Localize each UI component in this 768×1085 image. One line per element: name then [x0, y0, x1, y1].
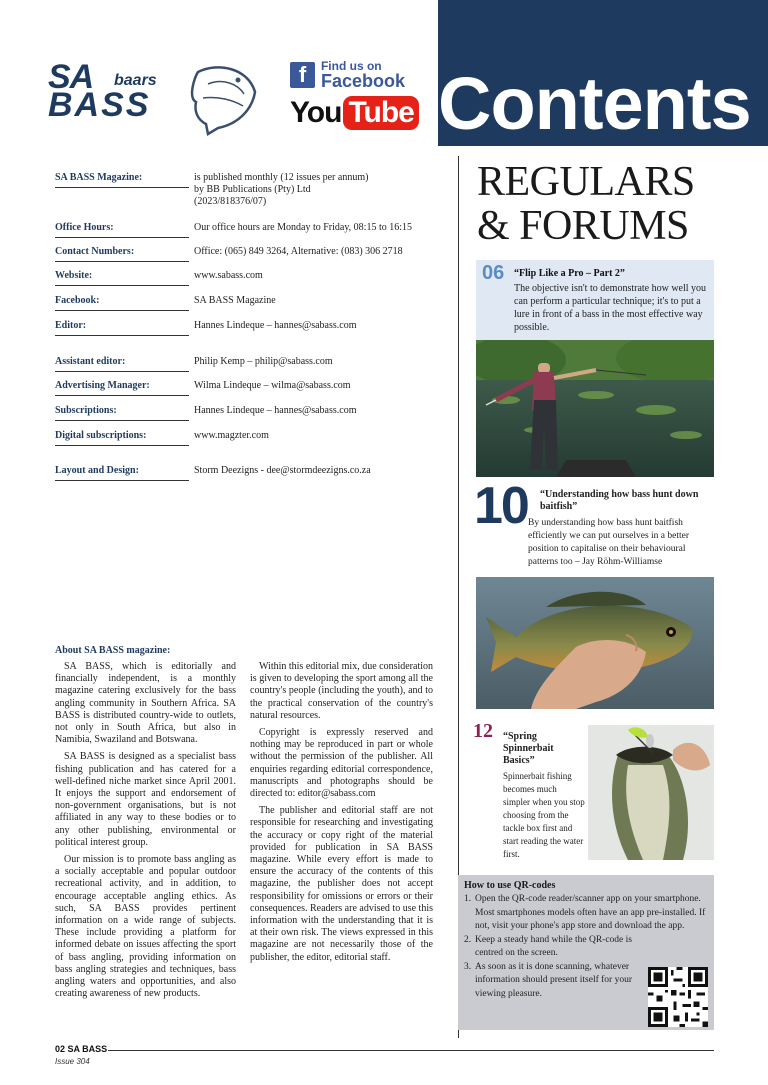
info-value: Storm Deezigns - dee@stormdeezigns.co.za	[194, 465, 371, 476]
info-value: is published monthly (12 issues per annum) by BB Publications (Pty) Ltd (2023/818376/07)	[194, 172, 369, 207]
feature-number-12: 12	[473, 720, 493, 742]
section-title	[477, 160, 695, 248]
info-label: Website:	[55, 270, 189, 286]
facebook-link[interactable]	[290, 60, 405, 90]
info-label: Editor:	[55, 320, 189, 336]
photo-angler-flipping	[476, 340, 714, 477]
info-value: Wilma Lindeque – wilma@sabass.com	[194, 380, 351, 391]
feature-title[interactable]: “Understanding how bass hunt down baitfish”	[540, 489, 699, 512]
logo-baars: baars	[114, 72, 157, 89]
info-label: Office Hours:	[55, 222, 189, 238]
info-value: SA BASS Magazine	[194, 295, 276, 306]
youtube-you: You	[290, 96, 342, 129]
about-paragraph: SA BASS, which is editorially and financially independent, is a monthly magazine catering exclusively for the bass angling community in Southern Africa. SA BASS is distributed country-wide to outlets, not only in South Africa, but also in Namibia, Swaziland and Botswana.	[55, 661, 236, 746]
logo-bass: BASS	[48, 86, 151, 124]
footer-issue: Issue 304	[55, 1057, 90, 1066]
photo-bass-spinnerbait	[588, 725, 714, 860]
about-paragraph: Copyright is expressly reserved and nothing may be reproduced in part or whole without the permission of the publisher. All enquiries regarding editorial correspondence, manuscripts and photographs should be directed to: editor@sabass.com	[250, 727, 433, 800]
section-title-line1: REGULARS	[477, 159, 695, 205]
feature-number: 06	[482, 262, 505, 284]
feature-06[interactable]	[476, 260, 714, 340]
qr-title: How to use QR-codes	[464, 880, 556, 891]
logo-sa: SA	[48, 58, 94, 96]
youtube-link[interactable]	[290, 96, 414, 130]
feature-description: Spinnerbait fishing becomes much simpler when you stop choosing from the tackle box first and start reading the water first.	[503, 771, 585, 859]
about-paragraph: SA BASS is designed as a specialist bass fishing publication and has catered for a well-defined niche market since April 2001. It enjoys the support and endorsement of non-government organisations, but is not affiliated in any way to these bodies or to any other publishing, environmental or political interest group.	[55, 751, 236, 848]
info-label: Facebook:	[55, 295, 189, 311]
sa-bass-logo	[48, 58, 258, 136]
page-title: Contents	[438, 62, 751, 145]
youtube-tube: Tube	[343, 96, 418, 130]
info-label: Digital subscriptions:	[55, 430, 189, 446]
info-value: Philip Kemp – philip@sabass.com	[194, 356, 333, 367]
qr-code-icon[interactable]	[648, 967, 708, 1027]
info-label: Assistant editor:	[55, 356, 189, 372]
section-title-line2: & FORUMS	[477, 203, 689, 249]
qr-instructions	[458, 875, 714, 1030]
photo-bluegill-in-hand	[476, 577, 714, 709]
contents-banner	[438, 0, 768, 146]
info-value: Our office hours are Monday to Friday, 08:15 to 16:15	[194, 222, 413, 233]
info-label: SA BASS Magazine:	[55, 172, 189, 188]
about-paragraph: Our mission is to promote bass angling as a socially acceptable and popular outdoor recreational activity, and in addition, to encourage acceptable angling ethics. As such, SA BASS provides pertinent information on a wide range of subjects. These include providing a platform for informed debate on issues affecting the sport of bass angling, providing information on bass angling strategies and techniques, bass angling waters and opportunities, and also creating awareness of new products.	[55, 854, 236, 1000]
feature-description: The objective isn't to demonstrate how well you can perform a particular technique; it's to put a lure in front of a bass in the most effective way possible.	[514, 283, 707, 333]
magzter-link[interactable]: www.magzter.com	[194, 430, 269, 441]
about-paragraph: The publisher and editorial staff are not responsible for researching and investigating the accuracy or copy right of the material provided for publication in SA BASS magazine. While every effort is made to ensure the accuracy of the contents of this magazine, the publisher does not accept responsibility for omissions or errors or their consequences. Readers are advised to use this information with the understanding that it is at their own risk. The views expressed in this magazine are not necessarily those of the publisher, the editor, editorial staff.	[250, 805, 433, 963]
about-heading: About SA BASS magazine:	[55, 645, 171, 656]
facebook-icon: f	[290, 62, 315, 88]
footer-page-number: 02 SA BASS	[55, 1044, 108, 1054]
info-value: Office: (065) 849 3264, Alternative: (083) 306 2718	[194, 246, 403, 257]
info-label: Contact Numbers:	[55, 246, 189, 262]
feature-title: “Flip Like a Pro – Part 2”	[514, 268, 625, 279]
info-value: Hannes Lindeque – hannes@sabass.com	[194, 320, 357, 331]
qr-step: 1. Open the QR-code reader/scanner app on your smartphone. Most smartphones models often have an app pre-installed. If not, visit your phone's app store and download the app.	[464, 894, 706, 931]
facebook-line2: Facebook	[320, 71, 405, 91]
info-value: Hannes Lindeque – hannes@sabass.com	[194, 405, 357, 416]
about-column-2	[250, 661, 433, 969]
qr-step: 3. As soon as it is done scanning, whatever information should present itself for your viewing pleasure.	[464, 961, 632, 999]
about-paragraph: Within this editorial mix, due consideration is given to developing the sport among all the country's people (including the youth), and to the practical conservation of the country's natural resources.	[250, 661, 434, 721]
social-links	[290, 59, 414, 140]
feature-title[interactable]: “Spring Spinnerbait Basics”	[503, 731, 554, 766]
feature-description: By understanding how bass hunt baitfish efficiently we can put ourselves in a better position to capitalise on their behavioural patterns too – Jay Röhm-Williamse	[528, 518, 689, 567]
info-label: Layout and Design:	[55, 465, 189, 481]
feature-number-10: 10	[474, 477, 528, 535]
facebook-line1: Find us on	[320, 59, 382, 73]
info-label: Subscriptions:	[55, 405, 189, 421]
footer-rule	[108, 1050, 714, 1051]
about-column-1	[55, 661, 236, 1005]
website-link[interactable]: www.sabass.com	[194, 270, 263, 281]
qr-step: 2. Keep a steady hand while the QR-code is centred on the screen.	[464, 934, 632, 958]
info-label: Advertising Manager:	[55, 380, 189, 396]
